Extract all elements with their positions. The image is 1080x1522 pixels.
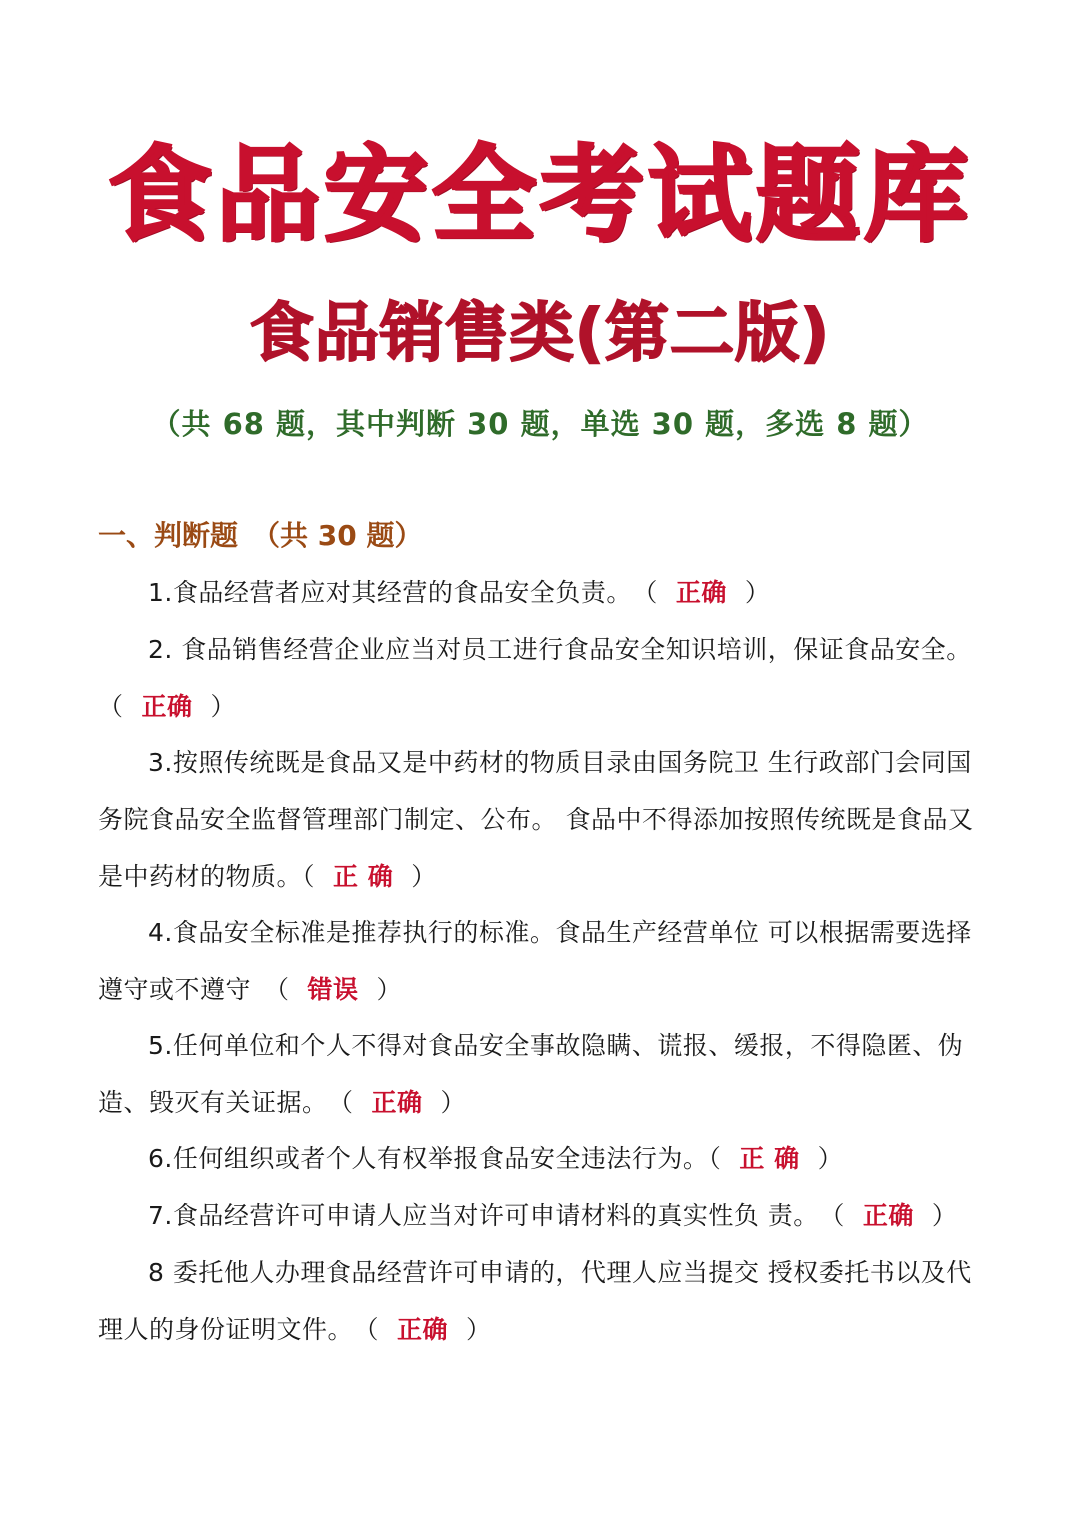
answer-label: 错误 bbox=[307, 975, 359, 1004]
answer-label: 正确 bbox=[397, 1315, 449, 1344]
answer-label: 正确 bbox=[141, 692, 193, 721]
question-item: 8 委托他人办理食品经营许可申请的，代理人应当提交 授权委托书以及代理人的身份证明文件。 （ 正确 ） bbox=[98, 1258, 972, 1344]
question-text: 3.按照传统既是食品又是中药材的物质目录由国务院卫 生行政部门会同国务院食品安全监督管理部门制定、公布。 食品中不得添加按照传统既是食品又是中药材的物质。 bbox=[98, 748, 974, 891]
answer-label: 正确 bbox=[675, 578, 727, 607]
question-item: 1.食品经营者应对其经营的食品安全负责。 （ 正确 ） bbox=[148, 578, 771, 607]
question-item: 5.任何单位和个人不得对食品安全事故隐瞒、谎报、缓报，不得隐匿、伪造、毁灭有关证据。 （ 正确 ） bbox=[98, 1031, 964, 1117]
question-text: 2. 食品销售经营企业应当对员工进行食品安全知识培训，保证食品安全。 bbox=[148, 635, 972, 664]
question-item: 3.按照传统既是食品又是中药材的物质目录由国务院卫 生行政部门会同国务院食品安全监督管理部门制定、公布。 食品中不得添加按照传统既是食品又是中药材的物质。（ 正 确 ） bbox=[98, 748, 974, 891]
answer-label: 正 确 bbox=[333, 862, 394, 891]
question-text: 5.任何单位和个人不得对食品安全事故隐瞒、谎报、缓报，不得隐匿、伪造、毁灭有关证据。 bbox=[98, 1031, 964, 1117]
question-item: 4.食品安全标准是推荐执行的标准。食品生产经营单位 可以根据需要选择遵守或不遵守 （ 错误 ） bbox=[98, 918, 972, 1004]
question-item: 6.任何组织或者个人有权举报食品安全违法行为。（ 正 确 ） bbox=[148, 1144, 844, 1173]
question-summary: （共 68 题，其中判断 30 题，单选 30 题，多选 8 题） bbox=[151, 407, 929, 441]
question-text: 6.任何组织或者个人有权举报食品安全违法行为。 bbox=[148, 1144, 709, 1173]
answer-label: 正确 bbox=[862, 1201, 914, 1230]
question-text: 7.食品经营许可申请人应当对许可申请材料的真实性负 责。 bbox=[148, 1201, 832, 1230]
page-subtitle: 食品销售类(第二版) bbox=[249, 297, 831, 371]
page-title: 食品安全考试题库 bbox=[107, 134, 972, 256]
question-item: 7.食品经营许可申请人应当对许可申请材料的真实性负 责。 （ 正确 ） bbox=[148, 1201, 958, 1230]
answer-label: 正确 bbox=[371, 1088, 423, 1117]
section-heading: 一、判断题 （共 30 题） bbox=[98, 519, 423, 552]
question-text: 8 委托他人办理食品经营许可申请的，代理人应当提交 授权委托书以及代理人的身份证明文件。 bbox=[98, 1258, 972, 1344]
answer-label: 正 确 bbox=[739, 1144, 800, 1173]
question-text: 4.食品安全标准是推荐执行的标准。食品生产经营单位 可以根据需要选择遵守或不遵守 bbox=[98, 918, 972, 1004]
question-item: 2. 食品销售经营企业应当对员工进行食品安全知识培训，保证食品安全。 （ 正确 ） bbox=[98, 635, 972, 721]
question-text: 1.食品经营者应对其经营的食品安全负责。 bbox=[148, 578, 645, 607]
